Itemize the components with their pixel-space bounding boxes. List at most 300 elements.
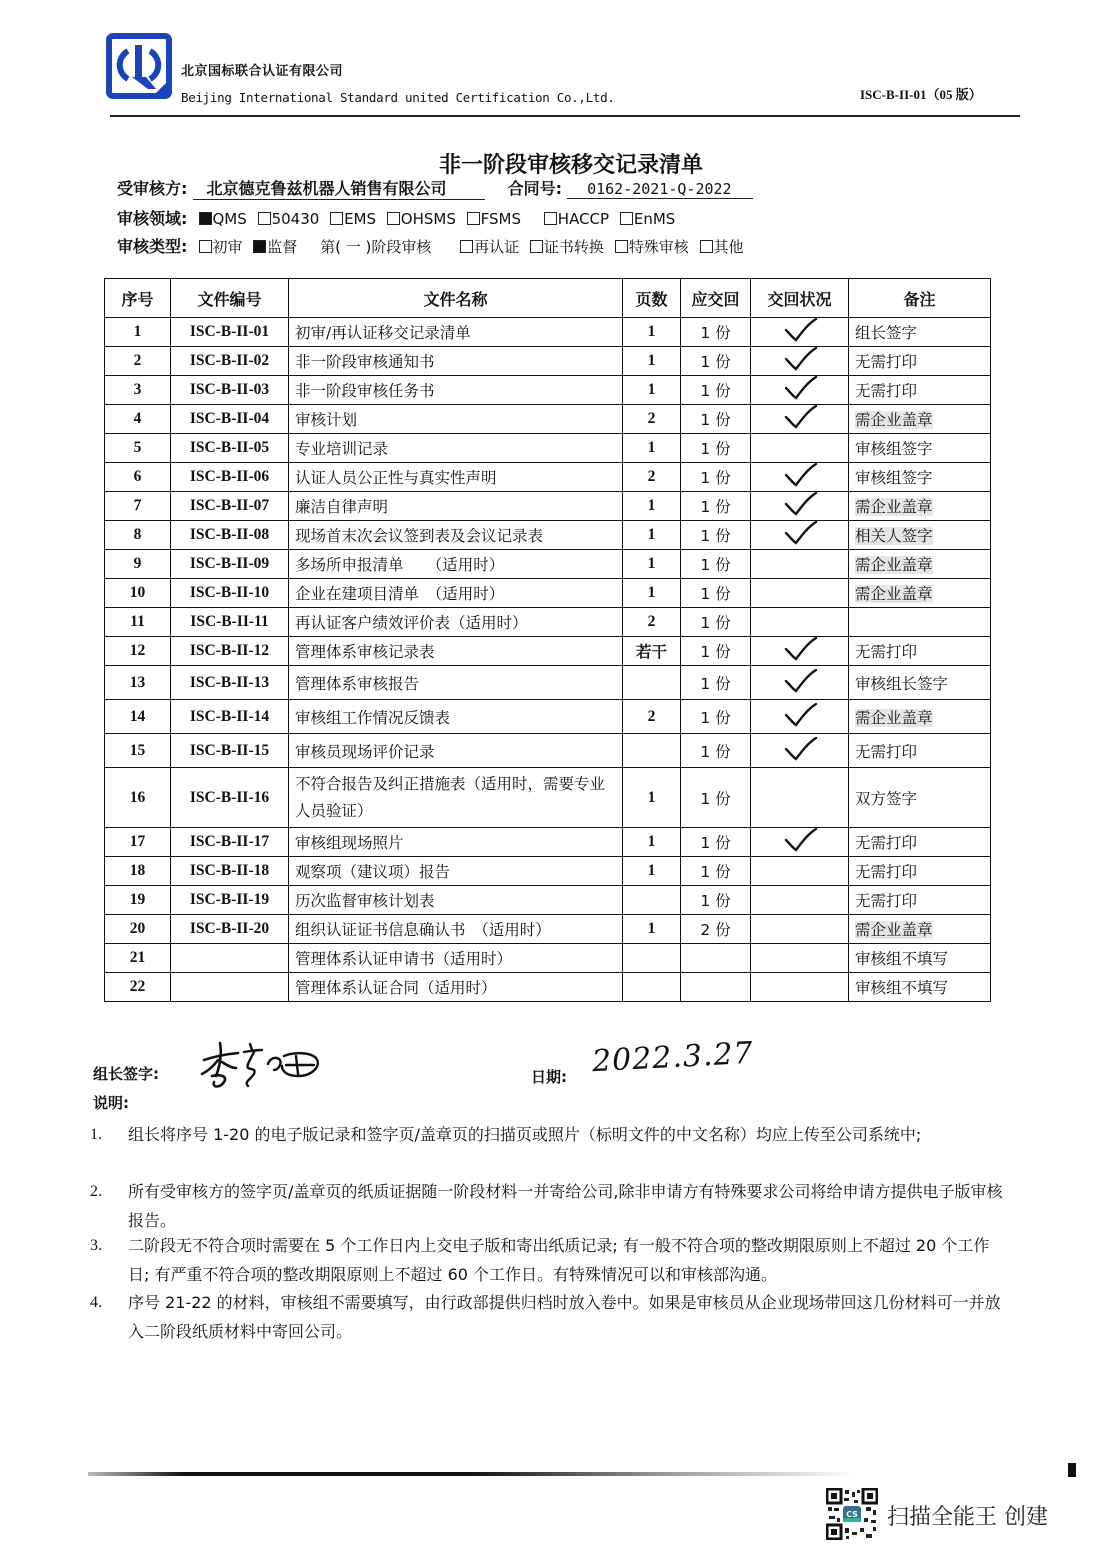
return-status bbox=[751, 608, 849, 637]
note-number: 4. bbox=[90, 1294, 102, 1311]
type-option bbox=[454, 238, 524, 256]
page-count-text: 1 bbox=[647, 526, 656, 543]
copies-due bbox=[681, 637, 751, 666]
note-item bbox=[90, 1288, 1010, 1346]
remark bbox=[849, 637, 991, 666]
type-option-label: 再认证 bbox=[474, 238, 520, 256]
page-count bbox=[623, 734, 681, 768]
file-name bbox=[289, 405, 623, 434]
table-row bbox=[105, 318, 991, 347]
header-divider bbox=[110, 115, 1020, 117]
type-option-label: 特殊审核 bbox=[628, 238, 689, 256]
remark bbox=[849, 492, 991, 521]
copies-due bbox=[681, 463, 751, 492]
page-count-text: 1 bbox=[647, 555, 656, 572]
file-code-text: ISC-B-II-17 bbox=[189, 833, 270, 850]
page-count bbox=[623, 637, 681, 666]
remark bbox=[849, 944, 991, 973]
row-number bbox=[105, 637, 171, 666]
file-code-text: ISC-B-II-18 bbox=[189, 862, 270, 879]
remark bbox=[849, 666, 991, 700]
table-row bbox=[105, 915, 991, 944]
row-number bbox=[105, 434, 171, 463]
return-status bbox=[751, 579, 849, 608]
return-status bbox=[751, 734, 849, 768]
remark-text: 无需打印 bbox=[855, 834, 918, 852]
type-option bbox=[320, 238, 436, 256]
transfer-record-table bbox=[104, 278, 991, 1002]
remark-text: 需企业盖章 bbox=[855, 708, 933, 727]
file-code bbox=[171, 734, 289, 768]
page-count bbox=[623, 521, 681, 550]
row-number-text: 9 bbox=[133, 555, 142, 572]
file-name bbox=[289, 347, 623, 376]
file-code-text: ISC-B-II-03 bbox=[189, 381, 270, 398]
remark bbox=[849, 434, 991, 463]
note-text: 组长将序号 1-20 的电子版记录和签字页/盖章页的扫描页或照片（标明文件的中文名称）均应上传至公司系统中; bbox=[128, 1125, 922, 1144]
return-status bbox=[751, 886, 849, 915]
audit-domain-row bbox=[117, 206, 675, 229]
return-status bbox=[751, 463, 849, 492]
row-number bbox=[105, 915, 171, 944]
page-count-text: 1 bbox=[647, 352, 656, 369]
page-count-text: 2 bbox=[647, 613, 656, 630]
remark-text: 审核组不填写 bbox=[855, 979, 949, 997]
copies-due-text: 1 份 bbox=[700, 742, 731, 761]
row-number-text: 8 bbox=[133, 526, 142, 543]
file-name bbox=[289, 492, 623, 521]
domain-option bbox=[461, 210, 526, 228]
file-name bbox=[289, 973, 623, 1002]
copies-due-text: 1 份 bbox=[700, 556, 731, 574]
file-name bbox=[289, 828, 623, 857]
file-code bbox=[171, 608, 289, 637]
file-code bbox=[171, 434, 289, 463]
company-logo-icon bbox=[106, 33, 172, 99]
return-status bbox=[751, 915, 849, 944]
scanner-watermark: 扫描全能王 创建 bbox=[887, 1505, 1048, 1530]
file-name-text: 企业在建项目清单 （适用时） bbox=[295, 585, 505, 603]
file-code-text: ISC-B-II-14 bbox=[189, 707, 270, 725]
page-count bbox=[623, 700, 681, 734]
return-status bbox=[751, 405, 849, 434]
file-code bbox=[171, 637, 289, 666]
file-name-text: 认证人员公正性与真实性声明 bbox=[295, 469, 497, 487]
note-text: 所有受审核方的签字页/盖章页的纸质证据随一阶段材料一并寄给公司,除非申请方有特殊要求公司将给申请方提供电子版审核报告。 bbox=[128, 1182, 1003, 1230]
copies-due bbox=[681, 608, 751, 637]
remark-text: 无需打印 bbox=[855, 892, 918, 910]
table-row bbox=[105, 828, 991, 857]
checkmark-icon bbox=[780, 347, 820, 371]
leader-signature bbox=[198, 1038, 328, 1093]
row-number-text: 2 bbox=[133, 352, 142, 369]
file-name bbox=[289, 637, 623, 666]
file-name-text: 非一阶段审核通知书 bbox=[295, 353, 435, 371]
audit-domain-label: 审核领域: bbox=[117, 209, 188, 228]
table-row bbox=[105, 608, 991, 637]
type-option bbox=[524, 238, 609, 256]
file-code-text: ISC-B-II-09 bbox=[189, 555, 270, 572]
row-number bbox=[105, 492, 171, 521]
row-number-text: 13 bbox=[129, 673, 146, 691]
row-number-text: 4 bbox=[133, 410, 142, 427]
auditee-value: 北京德克鲁兹机器人销售有限公司 bbox=[193, 176, 485, 200]
unchecked-box-icon[interactable] bbox=[544, 212, 557, 225]
note-text: 序号 21-22 的材料，审核组不需要填写，由行政部提供归档时放入卷中。如果是审核员从企业现场带回这几份材料可一并放入二阶段纸质材料中寄回公司。 bbox=[128, 1293, 1001, 1341]
row-number-text: 7 bbox=[133, 497, 142, 514]
remark-text: 无需打印 bbox=[855, 353, 918, 371]
page-count-text: 1 bbox=[647, 862, 656, 879]
return-status bbox=[751, 700, 849, 734]
unchecked-box-icon[interactable] bbox=[330, 212, 343, 225]
copies-due-text: 1 份 bbox=[700, 411, 731, 429]
copies-due-text: 1 份 bbox=[700, 674, 731, 693]
remark bbox=[849, 768, 991, 828]
unchecked-box-icon[interactable] bbox=[387, 212, 400, 225]
return-status bbox=[751, 944, 849, 973]
file-name-text: 多场所申报清单 （适用时） bbox=[295, 556, 505, 574]
scan-edge-mark bbox=[1068, 1463, 1076, 1477]
unchecked-box-icon[interactable] bbox=[467, 212, 480, 225]
remark-text: 相关人签字 bbox=[855, 527, 933, 545]
svg-text:CS: CS bbox=[846, 1510, 858, 1519]
file-name-text: 非一阶段审核任务书 bbox=[295, 382, 435, 400]
file-code bbox=[171, 376, 289, 405]
domain-option bbox=[193, 210, 252, 228]
file-name-text: 审核计划 bbox=[295, 411, 358, 429]
file-name bbox=[289, 550, 623, 579]
page-count-text: 1 bbox=[647, 788, 656, 806]
file-name bbox=[289, 944, 623, 973]
file-name-text: 廉洁自律声明 bbox=[295, 498, 389, 516]
return-status bbox=[751, 434, 849, 463]
row-number-text: 21 bbox=[129, 949, 146, 966]
file-name bbox=[289, 915, 623, 944]
remark-text: 无需打印 bbox=[855, 643, 918, 661]
remark bbox=[849, 734, 991, 768]
table-row bbox=[105, 886, 991, 915]
file-name-text: 初审/再认证移交记录清单 bbox=[295, 324, 471, 342]
page-count bbox=[623, 579, 681, 608]
checkmark-icon bbox=[780, 703, 820, 727]
note-number: 1. bbox=[90, 1126, 102, 1143]
remark bbox=[849, 828, 991, 857]
return-status bbox=[751, 857, 849, 886]
page-count-text: 2 bbox=[647, 707, 656, 725]
copies-due bbox=[681, 857, 751, 886]
table-row bbox=[105, 376, 991, 405]
table-header-row bbox=[105, 279, 991, 318]
file-name bbox=[289, 463, 623, 492]
unchecked-box-icon[interactable] bbox=[620, 212, 633, 225]
type-option bbox=[609, 238, 694, 256]
remark-text: 需企业盖章 bbox=[855, 498, 933, 516]
file-code-text: ISC-B-II-06 bbox=[189, 468, 270, 485]
remark-text: 无需打印 bbox=[855, 863, 918, 881]
page-count-text: 2 bbox=[647, 468, 656, 485]
file-name-text: 历次监督审核计划表 bbox=[295, 892, 435, 910]
copies-due-text: 1 份 bbox=[700, 440, 731, 458]
table-row bbox=[105, 347, 991, 376]
copies-due bbox=[681, 734, 751, 768]
page-count bbox=[623, 915, 681, 944]
copies-due-text: 1 份 bbox=[700, 834, 731, 852]
remark-text: 需企业盖章 bbox=[855, 411, 933, 429]
row-number-text: 12 bbox=[129, 642, 146, 659]
file-name-text: 组织认证证书信息确认书 （适用时） bbox=[295, 921, 551, 939]
page-count bbox=[623, 973, 681, 1002]
return-status bbox=[751, 550, 849, 579]
notes-title: 说明: bbox=[93, 1094, 129, 1112]
page-count bbox=[623, 405, 681, 434]
row-number bbox=[105, 318, 171, 347]
unchecked-box-icon[interactable] bbox=[615, 240, 628, 253]
row-number bbox=[105, 973, 171, 1002]
copies-due bbox=[681, 347, 751, 376]
remark bbox=[849, 915, 991, 944]
checkmark-icon bbox=[780, 405, 820, 429]
page-count-text: 1 bbox=[647, 833, 656, 850]
row-number bbox=[105, 550, 171, 579]
unchecked-box-icon[interactable] bbox=[530, 240, 543, 253]
return-status bbox=[751, 768, 849, 828]
checkmark-icon bbox=[780, 669, 820, 693]
table-row bbox=[105, 550, 991, 579]
copies-due-text: 1 份 bbox=[700, 498, 731, 516]
file-code bbox=[171, 550, 289, 579]
unchecked-box-icon[interactable] bbox=[700, 240, 713, 253]
file-code bbox=[171, 768, 289, 828]
page-count-text: 1 bbox=[647, 323, 656, 340]
note-item bbox=[90, 1120, 1010, 1149]
checkmark-icon bbox=[780, 828, 820, 852]
col-header-pages: 页数 bbox=[623, 279, 681, 318]
table-row bbox=[105, 405, 991, 434]
file-code-text: ISC-B-II-05 bbox=[189, 439, 270, 456]
file-code bbox=[171, 463, 289, 492]
page-count-text: 1 bbox=[647, 381, 656, 398]
checkmark-icon bbox=[780, 737, 820, 761]
row-number-text: 18 bbox=[129, 862, 146, 879]
checkmark-icon bbox=[780, 376, 820, 400]
copies-due-text: 1 份 bbox=[700, 527, 731, 545]
file-name-text: 现场首末次会议签到表及会议记录表 bbox=[295, 527, 544, 545]
copies-due bbox=[681, 700, 751, 734]
domain-option-label: HACCP bbox=[557, 210, 610, 228]
remark bbox=[849, 521, 991, 550]
remark bbox=[849, 608, 991, 637]
copies-due-text: 1 份 bbox=[700, 585, 731, 603]
row-number bbox=[105, 463, 171, 492]
row-number bbox=[105, 521, 171, 550]
row-number bbox=[105, 666, 171, 700]
file-name-text: 审核员现场评价记录 bbox=[295, 742, 435, 761]
file-code-text: ISC-B-II-15 bbox=[189, 741, 270, 759]
col-header-note: 备注 bbox=[849, 279, 991, 318]
checked-box-icon[interactable] bbox=[199, 212, 212, 225]
row-number-text: 20 bbox=[129, 920, 146, 937]
remark bbox=[849, 973, 991, 1002]
file-name bbox=[289, 579, 623, 608]
file-code bbox=[171, 886, 289, 915]
row-number bbox=[105, 347, 171, 376]
file-code-text: ISC-B-II-13 bbox=[189, 673, 270, 691]
copies-due bbox=[681, 828, 751, 857]
file-name-text: 专业培训记录 bbox=[295, 440, 389, 458]
file-name-text: 管理体系认证申请书（适用时） bbox=[295, 950, 513, 968]
type-option-label: 证书转换 bbox=[543, 238, 604, 256]
page-count-text: 若干 bbox=[635, 644, 667, 661]
table-row bbox=[105, 463, 991, 492]
file-code-text: ISC-B-II-04 bbox=[189, 410, 270, 427]
file-code-text: ISC-B-II-20 bbox=[189, 920, 270, 937]
copies-due bbox=[681, 973, 751, 1002]
col-header-name: 文件名称 bbox=[289, 279, 623, 318]
domain-option bbox=[614, 210, 675, 228]
file-code bbox=[171, 521, 289, 550]
file-name-text: 管理体系审核报告 bbox=[295, 674, 420, 693]
page-count-text: 2 bbox=[647, 410, 656, 427]
page-count bbox=[623, 666, 681, 700]
row-number-text: 15 bbox=[129, 741, 146, 759]
row-number-text: 10 bbox=[129, 584, 146, 601]
file-code bbox=[171, 857, 289, 886]
type-option bbox=[694, 238, 744, 256]
unchecked-box-icon[interactable] bbox=[199, 240, 212, 253]
file-name bbox=[289, 434, 623, 463]
copies-due-text: 1 份 bbox=[700, 353, 731, 371]
row-number-text: 19 bbox=[129, 891, 146, 908]
company-name-cn: 北京国标联合认证有限公司 bbox=[181, 64, 344, 79]
page-count-text: 1 bbox=[647, 497, 656, 514]
return-status bbox=[751, 521, 849, 550]
row-number-text: 11 bbox=[130, 613, 145, 630]
remark-text: 需企业盖章 bbox=[855, 921, 933, 939]
row-number bbox=[105, 579, 171, 608]
auditee-label: 受审核方: bbox=[117, 179, 188, 198]
contract-label: 合同号: bbox=[507, 179, 562, 198]
table-row bbox=[105, 700, 991, 734]
return-status bbox=[751, 637, 849, 666]
return-status bbox=[751, 318, 849, 347]
unchecked-box-icon[interactable] bbox=[460, 240, 473, 253]
copies-due bbox=[681, 434, 751, 463]
table-row bbox=[105, 579, 991, 608]
type-option-label: 监督 bbox=[267, 238, 298, 256]
remark bbox=[849, 550, 991, 579]
row-number bbox=[105, 768, 171, 828]
file-name-text: 观察项（建议项）报告 bbox=[295, 863, 451, 881]
file-code-text: ISC-B-II-12 bbox=[189, 642, 270, 659]
domain-option-label: OHSMS bbox=[400, 210, 456, 228]
audit-type-row bbox=[117, 234, 744, 257]
remark bbox=[849, 405, 991, 434]
checked-box-icon[interactable] bbox=[253, 240, 266, 253]
file-code bbox=[171, 405, 289, 434]
row-number bbox=[105, 944, 171, 973]
table-row bbox=[105, 857, 991, 886]
note-number: 2. bbox=[90, 1183, 102, 1200]
remark-text: 需企业盖章 bbox=[855, 585, 933, 603]
row-number bbox=[105, 376, 171, 405]
col-header-returned: 交回状况 bbox=[751, 279, 849, 318]
return-status bbox=[751, 973, 849, 1002]
row-number bbox=[105, 886, 171, 915]
file-code bbox=[171, 915, 289, 944]
copies-due-text: 1 份 bbox=[700, 614, 731, 632]
return-status bbox=[751, 492, 849, 521]
remark-text: 无需打印 bbox=[855, 742, 918, 761]
copies-due bbox=[681, 521, 751, 550]
table-row bbox=[105, 944, 991, 973]
file-name-text: 审核组工作情况反馈表 bbox=[295, 708, 451, 727]
page-count bbox=[623, 768, 681, 828]
file-code-text: ISC-B-II-16 bbox=[189, 788, 270, 806]
date-value: 2022.3.27 bbox=[591, 1035, 755, 1080]
page-count bbox=[623, 550, 681, 579]
remark-text: 审核组长签字 bbox=[855, 674, 949, 693]
unchecked-box-icon[interactable] bbox=[258, 212, 271, 225]
checkmark-icon bbox=[780, 521, 820, 545]
file-code-text: ISC-B-II-07 bbox=[189, 497, 270, 514]
file-code-text: ISC-B-II-10 bbox=[189, 584, 270, 601]
copies-due-text: 1 份 bbox=[700, 863, 731, 881]
remark-text: 审核组不填写 bbox=[855, 950, 949, 968]
col-header-copies: 应交回 bbox=[681, 279, 751, 318]
file-code bbox=[171, 973, 289, 1002]
note-item bbox=[90, 1177, 1010, 1235]
file-code bbox=[171, 700, 289, 734]
type-option-label: 其他 bbox=[713, 238, 744, 256]
domain-option bbox=[252, 210, 325, 228]
copies-due bbox=[681, 944, 751, 973]
row-number bbox=[105, 608, 171, 637]
file-code bbox=[171, 944, 289, 973]
checkmark-icon bbox=[780, 463, 820, 487]
type-option bbox=[193, 238, 248, 256]
remark-text: 双方签字 bbox=[855, 789, 918, 808]
file-code bbox=[171, 666, 289, 700]
domain-option bbox=[538, 210, 614, 228]
row-number bbox=[105, 734, 171, 768]
type-option bbox=[247, 238, 302, 256]
file-name bbox=[289, 857, 623, 886]
return-status bbox=[751, 376, 849, 405]
domain-option-label: 50430 bbox=[271, 210, 320, 228]
page-count bbox=[623, 463, 681, 492]
page-count bbox=[623, 318, 681, 347]
col-header-code: 文件编号 bbox=[171, 279, 289, 318]
audit-type-label: 审核类型: bbox=[117, 237, 188, 256]
remark-text: 组长签字 bbox=[855, 324, 918, 342]
page-count-text: 1 bbox=[647, 439, 656, 456]
contract-value: 0162-2021-Q-2022 bbox=[567, 180, 753, 199]
row-number-text: 6 bbox=[133, 468, 142, 485]
row-number bbox=[105, 700, 171, 734]
note-text: 二阶段无不符合项时需要在 5 个工作日内上交电子版和寄出纸质记录; 有一般不符合项的整改期限原则上不超过 20 个工作日; 有严重不符合项的整改期限原则上不超过 60 个工作日。有特殊情况可以和审核部沟通。 bbox=[128, 1236, 990, 1284]
file-name-text: 再认证客户绩效评价表（适用时） bbox=[295, 614, 528, 632]
note-number: 3. bbox=[90, 1237, 102, 1254]
remark bbox=[849, 318, 991, 347]
table-row bbox=[105, 492, 991, 521]
remark bbox=[849, 579, 991, 608]
domain-option-label: QMS bbox=[212, 210, 247, 228]
file-name bbox=[289, 318, 623, 347]
remark bbox=[849, 463, 991, 492]
remark-text: 无需打印 bbox=[855, 382, 918, 400]
file-name-text: 管理体系认证合同（适用时） bbox=[295, 979, 497, 997]
type-option-label: 第( 一 )阶段审核 bbox=[320, 238, 432, 256]
